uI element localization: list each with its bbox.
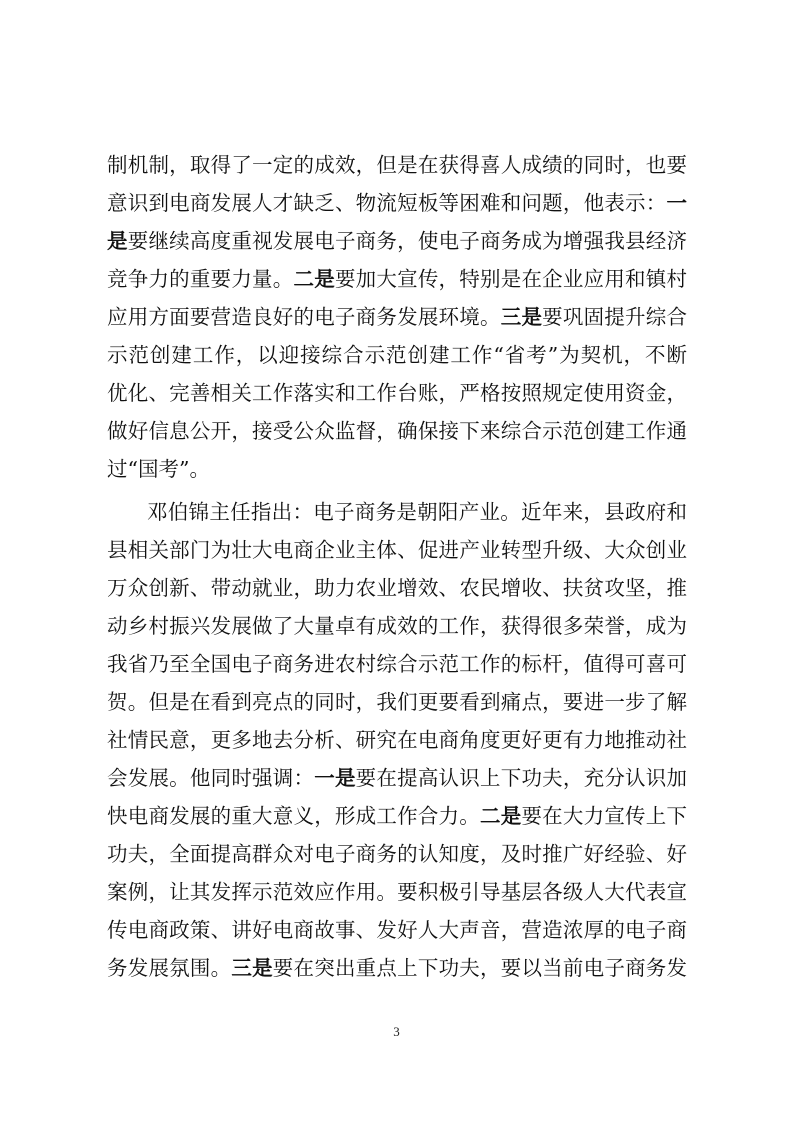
text-line: 会发展。他同时强调：一是要在提高认识上下功夫，充分认识加 bbox=[107, 766, 687, 790]
text-line: 优化、完善相关工作落实和工作台账，严格按照规定使用资金， bbox=[107, 381, 687, 405]
bold-marker: 是 bbox=[107, 229, 128, 253]
text-line: 应用方面要营造良好的电子商务发展环境。三是要巩固提升综合 bbox=[107, 305, 688, 329]
bold-marker: 二是 bbox=[480, 804, 522, 828]
text-line: 示范创建工作，以迎接综合示范创建工作“省考”为契机，不断 bbox=[107, 343, 687, 367]
text-line: 社情民意，更多地去分析、研究在电商角度更好更有力地推动社 bbox=[107, 728, 687, 752]
bold-marker: 三是 bbox=[231, 956, 273, 980]
text-line: 邓伯锦主任指出：电子商务是朝阳产业。近年来，县政府和 bbox=[147, 500, 687, 524]
text-line: 竞争力的重要力量。二是要加大宣传，特别是在企业应用和镇村 bbox=[107, 267, 687, 291]
text-line: 做好信息公开，接受公众监督，确保接下来综合示范创建工作通 bbox=[107, 419, 687, 443]
bold-marker: 一是 bbox=[314, 766, 356, 790]
text-line: 是要继续高度重视发展电子商务，使电子商务成为增强我县经济 bbox=[107, 229, 688, 253]
text-line: 贺。但是在看到亮点的同时，我们更要看到痛点，要进一步了解 bbox=[107, 690, 687, 714]
text-line: 动乡村振兴发展做了大量卓有成效的工作，获得很多荣誉，成为 bbox=[107, 614, 687, 638]
text-line: 万众创新、带动就业，助力农业增效、农民增收、扶贫攻坚，推 bbox=[107, 576, 687, 600]
text-line: 县相关部门为壮大电商企业主体、促进产业转型升级、大众创业 bbox=[107, 538, 687, 562]
bold-marker: 二是 bbox=[293, 267, 335, 291]
bold-marker: 三是 bbox=[500, 305, 543, 329]
text-line: 制机制，取得了一定的成效，但是在获得喜人成绩的同时，也要 bbox=[107, 153, 687, 177]
text-line: 我省乃至全国电子商务进农村综合示范工作的标杆，值得可喜可 bbox=[107, 652, 687, 676]
text-line: 传电商政策、讲好电商故事、发好人大声音，营造浓厚的电子商 bbox=[107, 918, 687, 942]
text-line: 案例，让其发挥示范效应作用。要积极引导基层各级人大代表宣 bbox=[107, 880, 687, 904]
page-number: 3 bbox=[393, 1024, 400, 1039]
text-line: 过“国考”。 bbox=[107, 457, 210, 481]
text-line: 功夫，全面提高群众对电子商务的认知度，及时推广好经验、好 bbox=[107, 842, 687, 866]
text-line: 务发展氛围。三是要在突出重点上下功夫，要以当前电子商务发 bbox=[107, 956, 688, 980]
text-line: 意识到电商发展人才缺乏、物流短板等困难和问题，他表示：一 bbox=[107, 191, 687, 215]
paragraph-2 bbox=[107, 493, 687, 987]
bold-marker: 一 bbox=[666, 191, 687, 215]
text-line: 快电商发展的重大意义，形成工作合力。二是要在大力宣传上下 bbox=[107, 804, 688, 828]
paragraph-1 bbox=[107, 146, 687, 488]
